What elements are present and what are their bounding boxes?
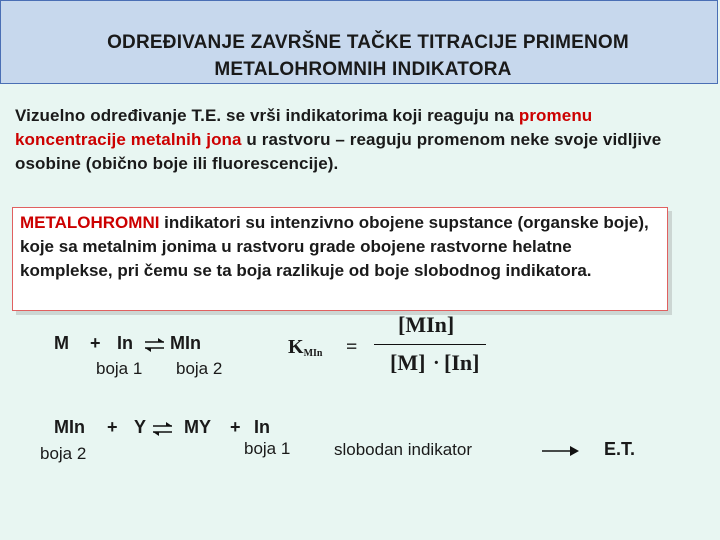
constant-k: K [288,336,304,358]
definition-box [12,207,668,311]
title-bar [0,0,718,84]
reaction2-label-left: boja 2 [40,444,87,463]
equilibrium-arrows-icon [152,421,174,437]
reaction2-product: MY [184,417,211,437]
constant-denominator-metal: [M] [390,350,426,375]
reaction2-reactant: MIn [54,417,85,437]
reaction2-label-right: boja 1 [244,439,291,458]
intro-text-1: Vizuelno određivanje T.E. se vrši indikatorima koji reaguju na [15,106,519,125]
constant-symbol [288,336,322,359]
reaction1-indicator: In [117,333,133,353]
intro-text-2: u rastvoru – reaguju promenom neke svoje vidljive osobine (obično boje ili fluorescencije). [15,130,662,173]
intro-paragraph [15,104,705,176]
endpoint-label: E.T. [604,439,636,459]
intro-highlight: promenu koncentracije metalnih jona [15,106,593,149]
definition-text [20,211,665,283]
arrow-right-icon [541,444,581,458]
page-title-line-1: ODREĐIVANJE ZAVRŠNE TAČKE TITRACIJE PRIMENOM [107,32,629,53]
constant-subscript: MIn [303,348,323,359]
free-indicator-label: slobodan indikator [334,440,472,459]
reaction2-plus-2: + [230,417,241,437]
reaction1-metal: M [54,333,69,353]
page-title-line-2: METALOHROMNIH INDIKATORA [214,59,512,80]
reaction1-label-1: boja 1 [96,359,143,378]
constant-equals: = [346,336,358,358]
definition-rest: indikatori su intenzivno obojene supstance (organske boje), koje sa metalnim jonima u rastvoru grade obojene rastvorne helatne komplekse, pri čemu se ta boja razlikuje od boje slobodnog indikatora. [20,213,649,280]
reaction1-product: MIn [170,333,201,353]
reaction1-label-2: boja 2 [176,359,223,378]
constant-numerator: [MIn] [398,312,455,337]
constant-denominator-indicator: [In] [444,350,480,375]
reaction2-titrant: Y [134,417,147,437]
reaction2-plus-1: + [107,417,118,437]
reaction2-indicator: In [254,417,270,437]
reaction1-plus: + [90,333,101,353]
definition-keyword: METALOHROMNI [20,213,160,232]
fraction-bar [374,344,486,345]
equilibrium-arrows-icon [144,337,166,353]
constant-dot: · [433,352,440,374]
